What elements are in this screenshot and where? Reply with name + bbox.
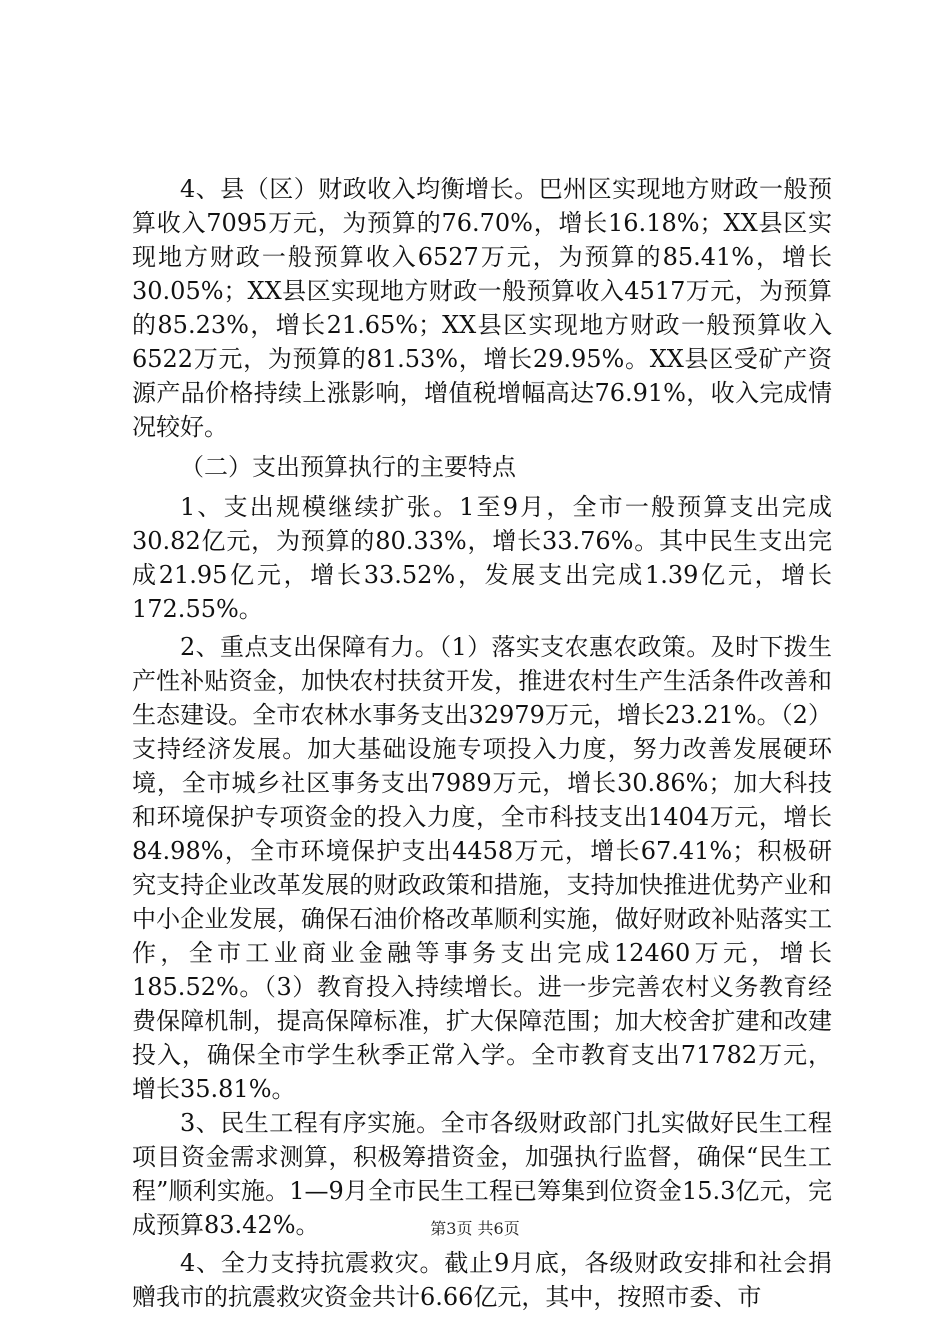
paragraph-earthquake-relief: 4、全力支持抗震救灾。截止9月底，各级财政安排和社会捐赠我市的抗震救灾资金共计6.66亿元，其中，按照市委、市 [132, 1249, 832, 1311]
document-body [132, 172, 832, 1314]
paragraph-key-expenditure: 2、重点支出保障有力。（1）落实支农惠农政策。及时下拨生产性补贴资金，加快农村扶贫开发，推进农村生产生活条件改善和生态建设。全市农林水事务支出32979万元，增长23.21%。（2）支持经济发展。加大基础设施专项投入力度，努力改善发展硬环境，全市城乡社区事务支出7989万元，增长30.86%；加大科技和环境保护专项资金的投入力度，全市科技支出1404万元，增长84.98%，全市环境保护支出4458万元，增长67.41%；积极研究支持企业改革发展的财政政策和措施，支持加快推进优势产业和中小企业发展，确保石油价格改革顺利实施，做好财政补贴落实工作，全市工业商业金融等事务支出完成12460万元，增长185.52%。（3）教育投入持续增长。进一步完善农村义务教育经费保障机制，提高保障标准，扩大保障范围；加大校舍扩建和改建投入，确保全市学生秋季正常入学。全市教育支出71782万元，增长35.81%。 [132, 633, 832, 1103]
section-heading-expenditure: （二）支出预算执行的主要特点 [180, 453, 516, 481]
paragraph-county-revenue: 4、县（区）财政收入均衡增长。巴州区实现地方财政一般预算收入7095万元，为预算的76.70%，增长16.18%；XX县区实现地方财政一般预算收入6527万元，为预算的85.41%，增长30.05%；XX县区实现地方财政一般预算收入4517万元，为预算的85.23%，增长21.65%；XX县区实现地方财政一般预算收入6522万元，为预算的81.53%，增长29.95%。XX县区受矿产资源产品价格持续上涨影响，增值税增幅高达76.91%，收入完成情况较好。 [132, 175, 832, 441]
paragraph-expenditure-scale: 1、支出规模继续扩张。1至9月，全市一般预算支出完成30.82亿元，为预算的80.33%，增长33.76%。其中民生支出完成21.95亿元，增长33.52%，发展支出完成1.39亿元，增长172.55%。 [132, 493, 832, 623]
paragraph-livelihood-projects: 3、民生工程有序实施。全市各级财政部门扎实做好民生工程项目资金需求测算，积极筹措资金，加强执行监督，确保“民生工程”顺利实施。1—9月全市民生工程已筹集到位资金15.3亿元，完成预算83.42%。 [132, 1109, 832, 1239]
page-footer [0, 1216, 950, 1239]
page-number-label: 第3页 共6页 [430, 1219, 520, 1238]
